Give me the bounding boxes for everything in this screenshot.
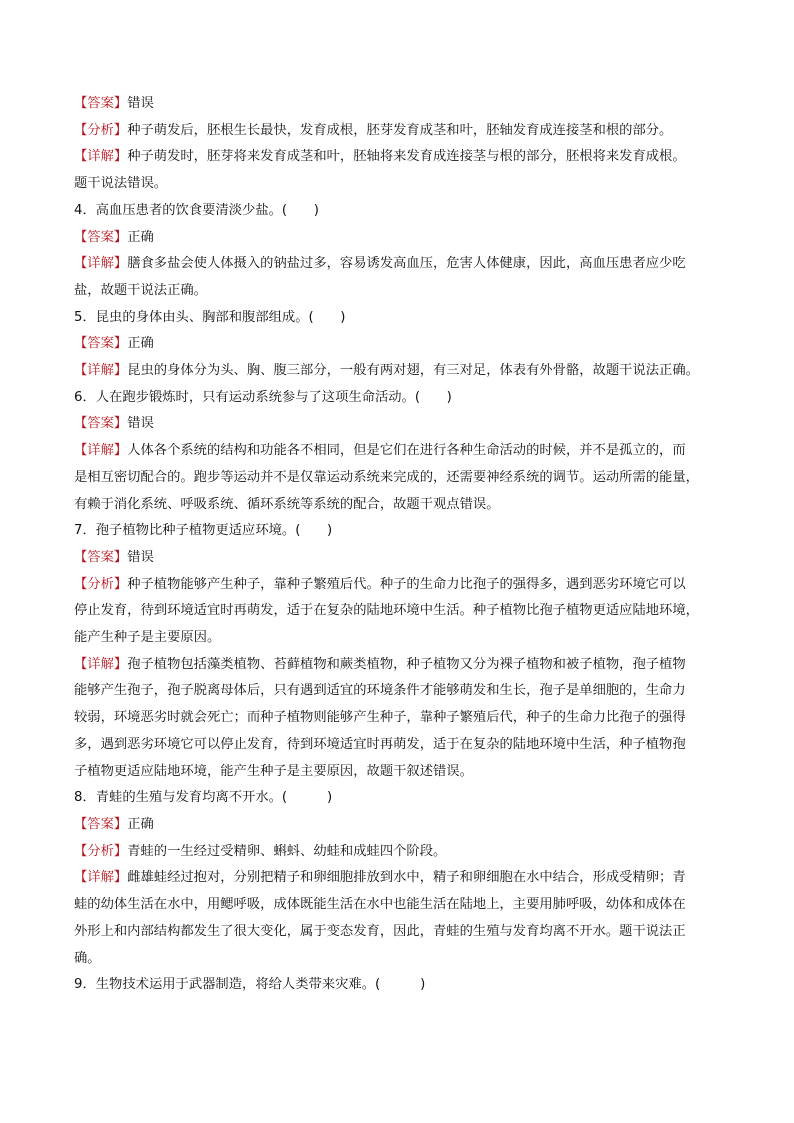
answer-line — [74, 251, 730, 278]
line-text: 种子萌发后，胚根生长最快，发育成根，胚芽发育成茎和叶，胚轴发育成连接茎和根的部分。 — [127, 122, 673, 138]
line-text: 昆虫的身体分为头、胸、腹三部分，一般有两对翅，有三对足，体表有外骨骼，故题干说法正确。 — [127, 363, 699, 379]
answer-line — [74, 652, 730, 679]
continuation-line — [74, 892, 730, 919]
line-text: 有赖于消化系统、呼吸系统、循环系统等系统的配合，故题干观点错误。 — [74, 496, 500, 512]
line-text: 正确 — [127, 816, 154, 832]
line-text: 多，遇到恶劣环境它可以停止发育，待到环境适宜时再萌发，适于在复杂的陆地环境中生活，种子植物孢 — [74, 736, 686, 752]
line-text: 停止发育，待到环境适宜时再萌发，适于在复杂的陆地环境中生活。种子植物比孢子植物更适应陆地环境， — [74, 603, 699, 619]
line-text: 种子植物能够产生种子，靠种子繁殖后代。种子的生命力比孢子的强得多，遇到恶劣环境它可以 — [127, 576, 686, 592]
question-line — [74, 972, 730, 999]
question-number: 6． — [74, 389, 96, 405]
continuation-line — [74, 625, 730, 652]
continuation-line — [74, 278, 730, 305]
line-text: 较弱，环境恶劣时就会死亡；而种子植物则能够产生种子，靠种子繁殖后代，种子的生命力比孢子的强得 — [74, 710, 686, 726]
question-text: 孢子植物比种子植物更适应环境。( ) — [95, 523, 333, 539]
answer-line — [74, 358, 730, 385]
section-tag: 【答案】 — [74, 229, 128, 245]
answer-line — [74, 865, 730, 892]
section-tag: 【答案】 — [74, 336, 128, 352]
section-tag: 【分析】 — [74, 576, 128, 592]
answer-line — [74, 225, 730, 252]
section-tag: 【详解】 — [74, 656, 128, 672]
section-tag: 【分析】 — [74, 122, 128, 138]
answer-line — [74, 331, 730, 358]
line-text: 外形上和内部结构都发生了很大变化，属于变态发育，因此，青蛙的生殖与发育均离不开水。题干说法正 — [74, 923, 686, 939]
continuation-line — [74, 919, 730, 946]
question-text: 高血压患者的饮食要清淡少盐。( ) — [95, 202, 319, 218]
line-text: 人体各个系统的结构和功能各不相同，但是它们在进行各种生命活动的时候，并不是孤立的，而 — [127, 443, 686, 459]
section-tag: 【答案】 — [74, 416, 128, 432]
question-number: 7． — [74, 523, 96, 539]
continuation-line — [74, 678, 730, 705]
question-number: 8． — [74, 790, 96, 806]
line-text: 能产生种子是主要原因。 — [74, 630, 221, 646]
line-text: 确。 — [74, 950, 101, 966]
line-text: 孢子植物包括藻类植物、苔藓植物和蕨类植物，种子植物又分为裸子植物和被子植物，孢子植物 — [127, 656, 686, 672]
question-text: 人在跑步锻炼时，只有运动系统参与了这项生命活动。( ) — [95, 389, 452, 405]
line-text: 能够产生孢子，孢子脱离母体后，只有遇到适宜的环境条件才能够萌发和生长，孢子是单细胞的，生命力 — [74, 683, 686, 699]
continuation-line — [74, 705, 730, 732]
answer-line — [74, 118, 730, 145]
question-number: 9． — [74, 977, 96, 993]
continuation-line — [74, 732, 730, 759]
line-text: 子植物更适应陆地环境，能产生种子是主要原因，故题干叙述错误。 — [74, 763, 473, 779]
answer-line — [74, 812, 730, 839]
question-number: 5． — [74, 309, 96, 325]
question-line — [74, 785, 730, 812]
question-text: 昆虫的身体由头、胸部和腹部组成。( ) — [95, 309, 346, 325]
line-text: 蛙的幼体生活在水中，用鳃呼吸，成体既能生活在水中也能生活在陆地上，主要用肺呼吸，幼体和成体在 — [74, 897, 686, 913]
question-text: 生物技术运用于武器制造，将给人类带来灾难。( ) — [95, 977, 426, 993]
answer-line — [74, 411, 730, 438]
question-line — [74, 518, 730, 545]
section-tag: 【详解】 — [74, 363, 128, 379]
question-line — [74, 385, 730, 412]
continuation-line — [74, 492, 730, 519]
line-text: 雌雄蛙经过抱对，分别把精子和卵细胞排放到水中，精子和卵细胞在水中结合，形成受精卵；青 — [127, 870, 686, 886]
answer-line — [74, 572, 730, 599]
continuation-line — [74, 759, 730, 786]
line-text: 错误 — [127, 549, 154, 565]
continuation-line — [74, 946, 730, 973]
answer-line — [74, 438, 730, 465]
section-tag: 【详解】 — [74, 870, 128, 886]
section-tag: 【答案】 — [74, 549, 128, 565]
section-tag: 【详解】 — [74, 149, 128, 165]
continuation-line — [74, 171, 730, 198]
question-number: 4． — [74, 202, 96, 218]
line-text: 种子萌发时，胚芽将来发育成茎和叶，胚轴将来发育成连接茎与根的部分，胚根将来发育成根。 — [127, 149, 686, 165]
line-text: 正确 — [127, 336, 154, 352]
question-line — [74, 198, 730, 225]
line-text: 盐，故题干说法正确。 — [74, 282, 207, 298]
section-tag: 【详解】 — [74, 443, 128, 459]
line-text: 题干说法错误。 — [74, 176, 168, 192]
line-text: 错误 — [127, 96, 154, 111]
line-text: 正确 — [127, 229, 154, 245]
continuation-line — [74, 598, 730, 625]
line-text: 错误 — [127, 416, 154, 432]
section-tag: 【详解】 — [74, 256, 128, 272]
line-text: 青蛙的一生经过受精卵、蝌蚪、幼蛙和成蛙四个阶段。 — [127, 843, 447, 859]
answer-line — [74, 839, 730, 866]
line-text: 膳食多盐会使人体摄入的钠盐过多，容易诱发高血压，危害人体健康，因此，高血压患者应少吃 — [127, 256, 686, 272]
question-text: 青蛙的生殖与发育均离不开水。( ) — [95, 790, 333, 806]
continuation-line — [74, 465, 730, 492]
answer-line — [74, 91, 730, 118]
document-body — [74, 91, 730, 999]
section-tag: 【答案】 — [74, 96, 128, 111]
section-tag: 【分析】 — [74, 843, 128, 859]
answer-line — [74, 545, 730, 572]
section-tag: 【答案】 — [74, 816, 128, 832]
question-line — [74, 305, 730, 332]
line-text: 是相互密切配合的。跑步等运动并不是仅靠运动系统来完成的，还需要神经系统的调节。运动所需的能量， — [74, 469, 699, 485]
answer-line — [74, 144, 730, 171]
